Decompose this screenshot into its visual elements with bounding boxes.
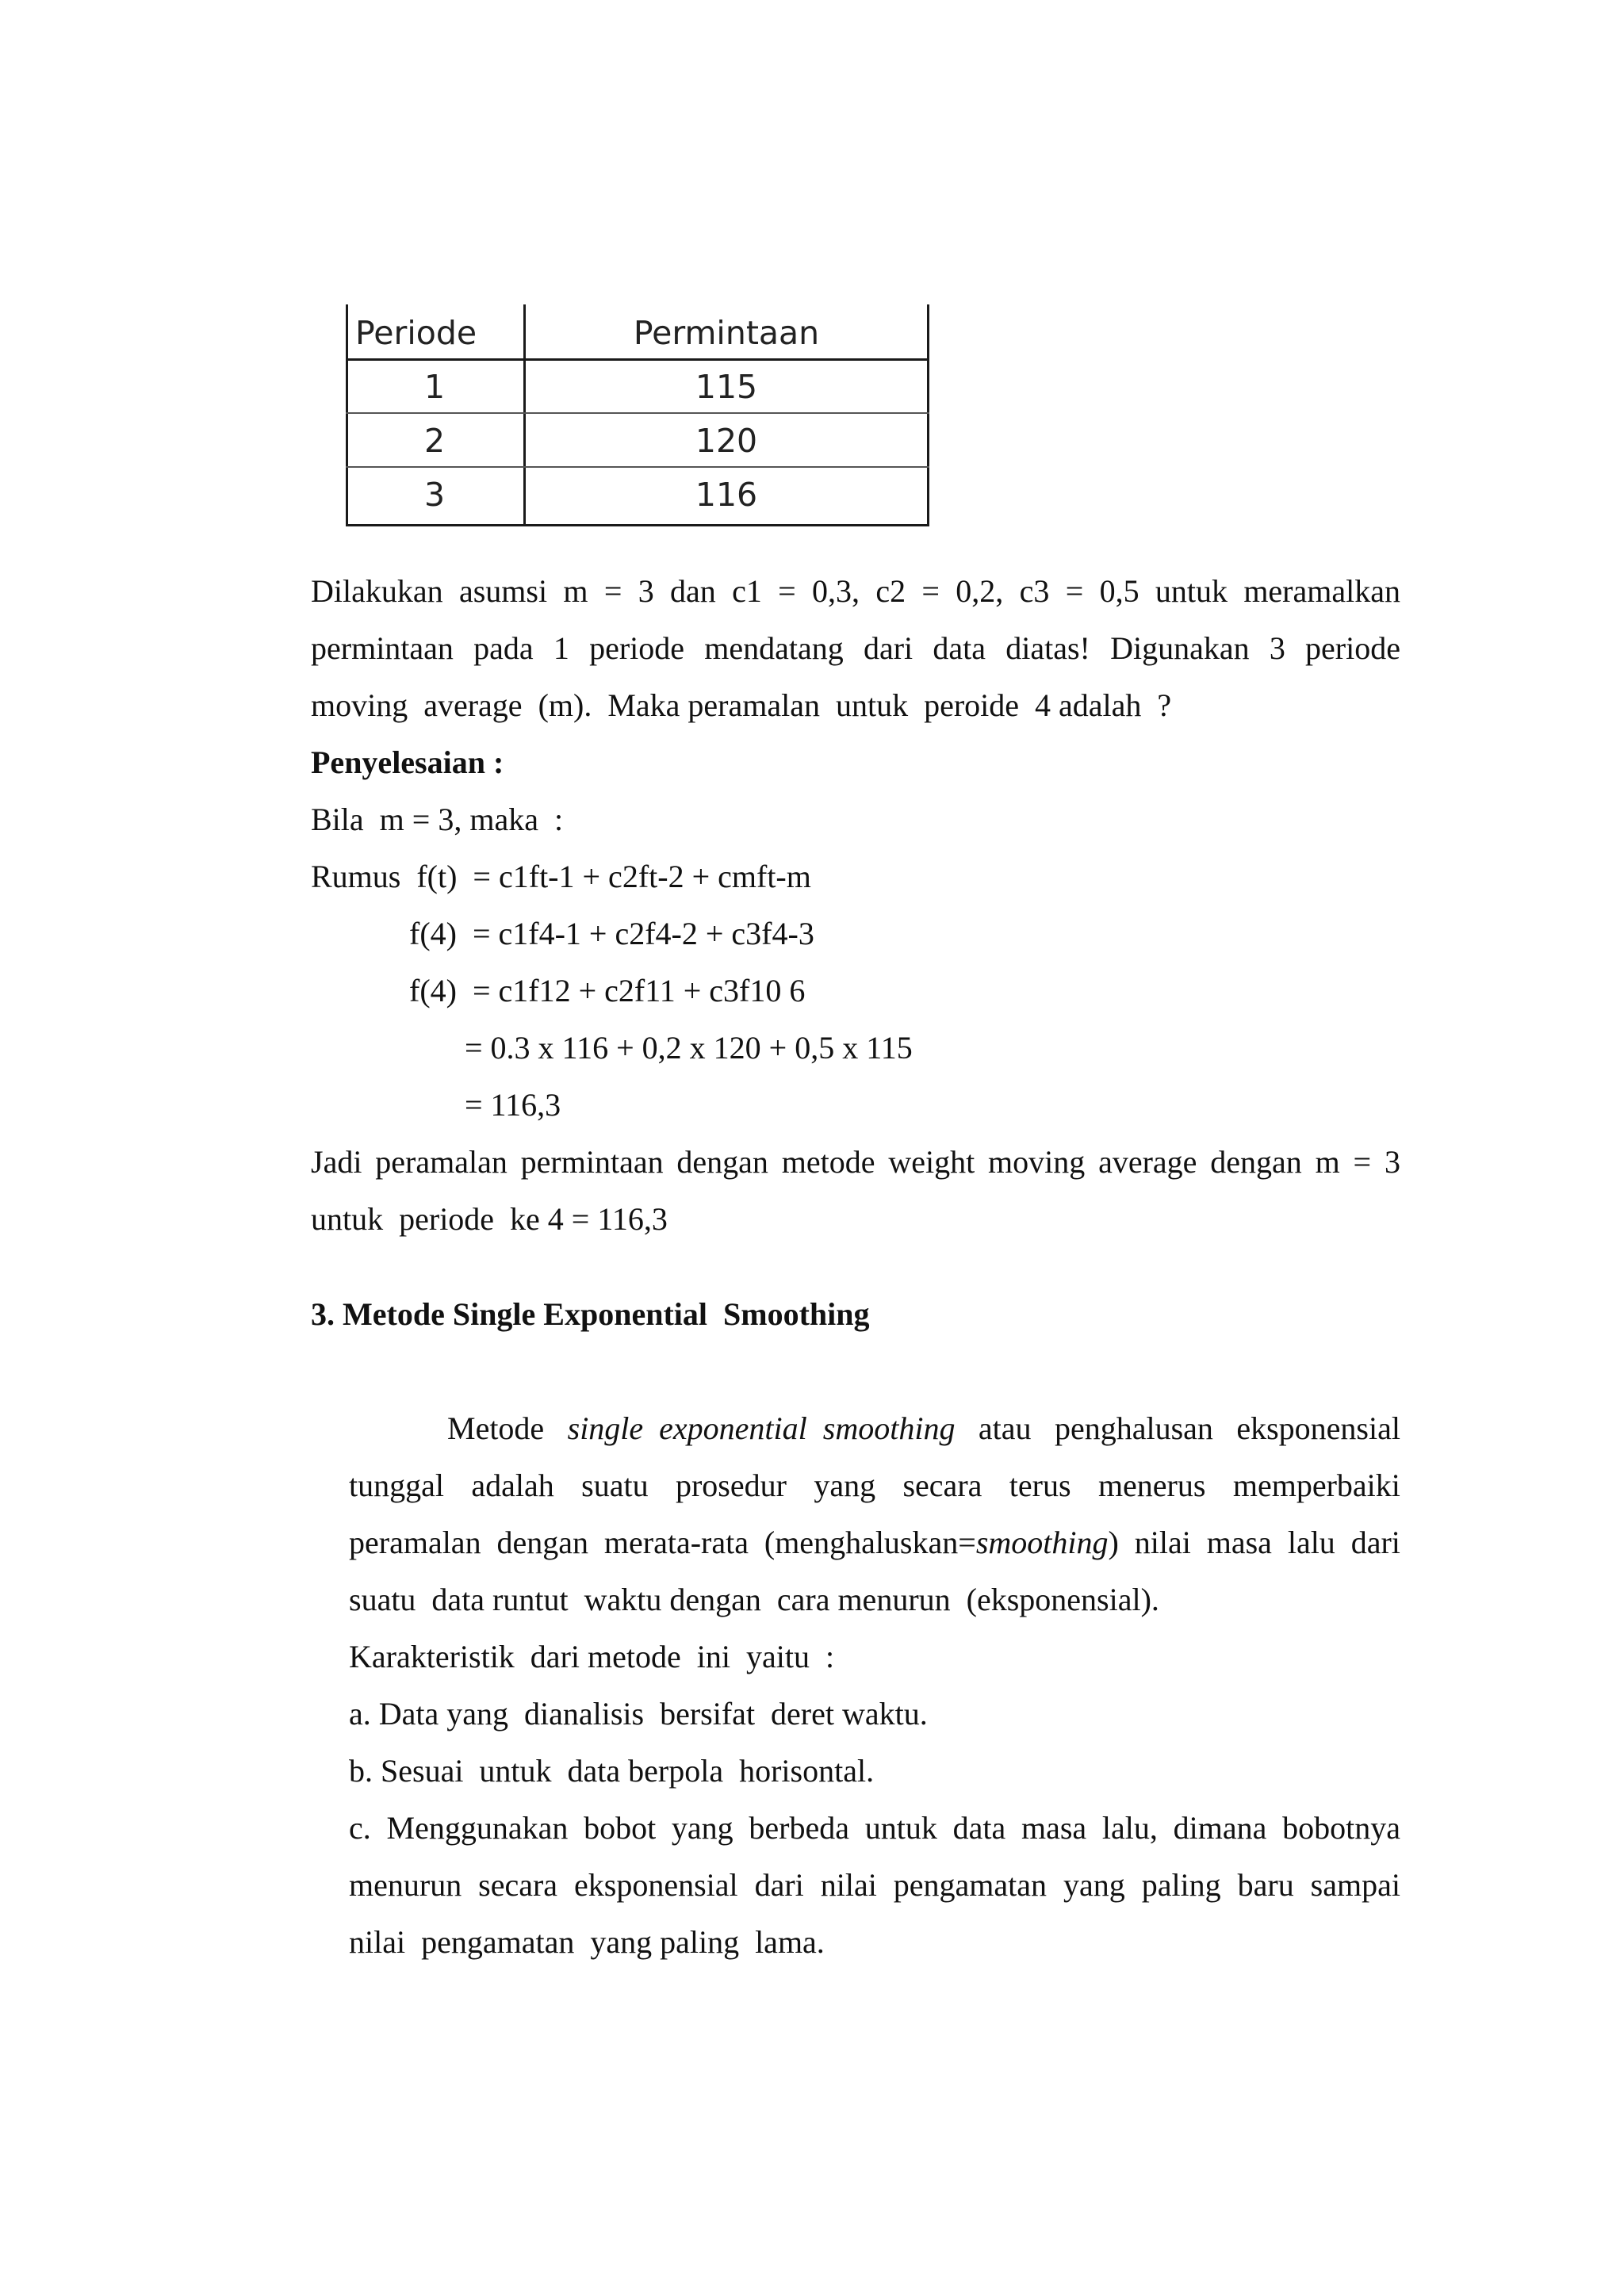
problem-line-2	[311, 629, 1400, 668]
calculation-result: = 116,3	[465, 1087, 561, 1123]
paragraph-word: eksponensial	[1236, 1410, 1400, 1446]
paragraph-word: sampai	[1310, 1867, 1400, 1903]
conclusion-line-2: untuk periode ke 4 = 116,3	[311, 1201, 668, 1237]
paragraph-word: moving	[988, 1144, 1086, 1180]
paragraph-word-group	[764, 1524, 1119, 1562]
characteristic-item-c-line-2	[349, 1866, 1400, 1904]
paragraph-word: c2	[875, 573, 906, 609]
formula-f4-substituted: f(4) = c1f12 + c2f11 + c3f10 6	[409, 973, 806, 1008]
paragraph-word: pengamatan	[893, 1867, 1048, 1903]
paragraph-word: pada	[473, 630, 534, 666]
paragraph-word: dari	[754, 1867, 804, 1903]
paragraph-word: m	[1315, 1144, 1340, 1180]
paragraph-word: metode	[781, 1144, 875, 1180]
paragraph-word: c1	[732, 573, 762, 609]
characteristics-intro: Karakteristik dari metode ini yaitu :	[349, 1639, 835, 1674]
paragraph-word: 1	[553, 630, 569, 666]
paragraph-word: asumsi	[458, 573, 548, 609]
paragraph-word: Menggunakan	[386, 1810, 569, 1846]
italic-term: smoothing	[975, 1525, 1109, 1560]
paragraph-word: meramalkan	[1243, 573, 1400, 609]
paragraph-word: =	[1065, 573, 1084, 609]
paragraph-word: untuk	[1155, 573, 1228, 609]
paragraph-word: Digunakan	[1110, 630, 1250, 666]
paragraph-word: nilai	[1134, 1525, 1191, 1560]
paragraph-word: memperbaiki	[1232, 1468, 1400, 1503]
paragraph-word: atau	[978, 1410, 1032, 1446]
table-cell: 1	[423, 368, 446, 406]
paragraph-word: 0,2,	[956, 573, 1004, 609]
paragraph-word: c3	[1019, 573, 1050, 609]
formula-rumus: Rumus f(t) = c1ft-1 + c2ft-2 + cmft-m	[311, 859, 811, 894]
paragraph-word: average	[1098, 1144, 1197, 1180]
paragraph-word: paling	[1141, 1867, 1221, 1903]
paragraph-word: data	[933, 630, 986, 666]
paragraph-word: weight	[888, 1144, 975, 1180]
paragraph-word: lalu	[1287, 1525, 1335, 1560]
paragraph-word: bobot	[584, 1810, 657, 1846]
table-cell: 116	[695, 476, 758, 514]
paragraph-word: secara	[478, 1867, 558, 1903]
paragraph-word: periode	[589, 630, 685, 666]
italic-term: single exponential smoothing	[567, 1410, 956, 1446]
table-cell: 3	[423, 476, 446, 514]
paragraph-word: dengan	[676, 1144, 768, 1180]
paragraph-word: menurun	[349, 1867, 462, 1903]
paragraph-word: =	[778, 573, 796, 609]
paragraph-word: dengan	[1210, 1144, 1302, 1180]
paragraph-word: nilai	[820, 1867, 877, 1903]
paragraph-word: 3	[1384, 1144, 1400, 1180]
paragraph-word: baru	[1237, 1867, 1294, 1903]
conclusion-line-1	[311, 1143, 1400, 1181]
paragraph-word: berbeda	[749, 1810, 850, 1846]
paragraph-word: periode	[1305, 630, 1400, 666]
paragraph-word: merata-rata	[603, 1525, 749, 1560]
paragraph-word: Jadi	[311, 1144, 362, 1180]
table-cell: 2	[423, 422, 446, 460]
demand-table	[346, 304, 929, 526]
paragraph-word: suatu	[581, 1468, 649, 1503]
calculation-step: = 0.3 x 116 + 0,2 x 120 + 0,5 x 115	[465, 1030, 913, 1066]
paragraph-word: =	[603, 573, 622, 609]
paragraph-word: adalah	[471, 1468, 554, 1503]
paragraph-word: 3	[638, 573, 654, 609]
section-3-paragraph-line-2	[349, 1467, 1400, 1505]
paragraph-word: untuk	[864, 1810, 937, 1846]
paragraph-word: mendatang	[704, 630, 844, 666]
solution-line-bila: Bila m = 3, maka :	[311, 802, 564, 837]
paragraph-word: permintaan	[520, 1144, 664, 1180]
paragraph-word: permintaan	[311, 630, 454, 666]
section-3-paragraph-line-3	[349, 1524, 1400, 1562]
solution-heading: Penyelesaian :	[311, 744, 504, 780]
paragraph-word: dari	[1350, 1525, 1400, 1560]
paragraph-word: data	[952, 1810, 1006, 1846]
problem-line-1	[311, 572, 1400, 610]
characteristic-item-b: b. Sesuai untuk data berpola horisontal.	[349, 1753, 875, 1789]
paragraph-word: dan	[670, 573, 716, 609]
formula-f4-expanded: f(4) = c1f4-1 + c2f4-2 + c3f4-3	[409, 916, 814, 951]
table-cell: 120	[695, 422, 758, 460]
paragraph-word: tunggal	[349, 1468, 444, 1503]
paragraph-word: c.	[349, 1810, 371, 1846]
paragraph-word: dari	[863, 630, 914, 666]
paragraph-word: masa	[1021, 1810, 1087, 1846]
paragraph-word: menerus	[1097, 1468, 1206, 1503]
table-header-periode: Periode	[355, 314, 477, 352]
section-3-paragraph-line-1	[447, 1410, 1400, 1448]
table-cell: 115	[695, 368, 758, 406]
paragraph-word: =	[1353, 1144, 1372, 1180]
paragraph-word: masa	[1206, 1525, 1272, 1560]
paragraph-word: peramalan	[349, 1525, 481, 1560]
characteristic-item-a: a. Data yang dianalisis bersifat deret waktu.	[349, 1696, 928, 1732]
paragraph-word: 0,5	[1099, 573, 1139, 609]
paragraph-word: secara	[902, 1468, 982, 1503]
section-3-heading: 3. Metode Single Exponential Smoothing	[311, 1296, 870, 1332]
paragraph-word: terus	[1009, 1468, 1071, 1503]
paragraph-word: penghalusan	[1054, 1410, 1213, 1446]
paragraph-word: )	[1108, 1525, 1119, 1560]
paragraph-word: yang	[671, 1810, 733, 1846]
paragraph-word: =	[921, 573, 940, 609]
paragraph-word: Metode	[447, 1410, 545, 1446]
paragraph-word: dimana	[1173, 1810, 1267, 1846]
paragraph-word: dengan	[496, 1525, 588, 1560]
table-header-permintaan: Permintaan	[633, 314, 820, 352]
paragraph-word: diatas!	[1005, 630, 1090, 666]
paragraph-word: 3	[1269, 630, 1285, 666]
characteristic-item-c-line-1	[349, 1809, 1400, 1847]
paragraph-word: peramalan	[375, 1144, 508, 1180]
paragraph-word: yang	[1063, 1867, 1125, 1903]
paragraph-word: eksponensial	[574, 1867, 738, 1903]
characteristic-item-c-line-3: nilai pengamatan yang paling lama.	[349, 1924, 825, 1960]
paragraph-word: prosedur	[675, 1468, 787, 1503]
section-3-paragraph-line-4: suatu data runtut waktu dengan cara menurun (eksponensial).	[349, 1582, 1159, 1617]
paragraph-word: yang	[814, 1468, 876, 1503]
problem-line-3: moving average (m). Maka peramalan untuk peroide 4 adalah ?	[311, 687, 1172, 723]
paragraph-word: lalu,	[1101, 1810, 1158, 1846]
paragraph-word: 0,3,	[812, 573, 860, 609]
paragraph-word: (menghaluskan=	[764, 1525, 976, 1560]
paragraph-word: bobotnya	[1282, 1810, 1400, 1846]
paragraph-word: Dilakukan	[311, 573, 443, 609]
paragraph-word: m	[563, 573, 588, 609]
table-border-bottom	[346, 524, 929, 526]
